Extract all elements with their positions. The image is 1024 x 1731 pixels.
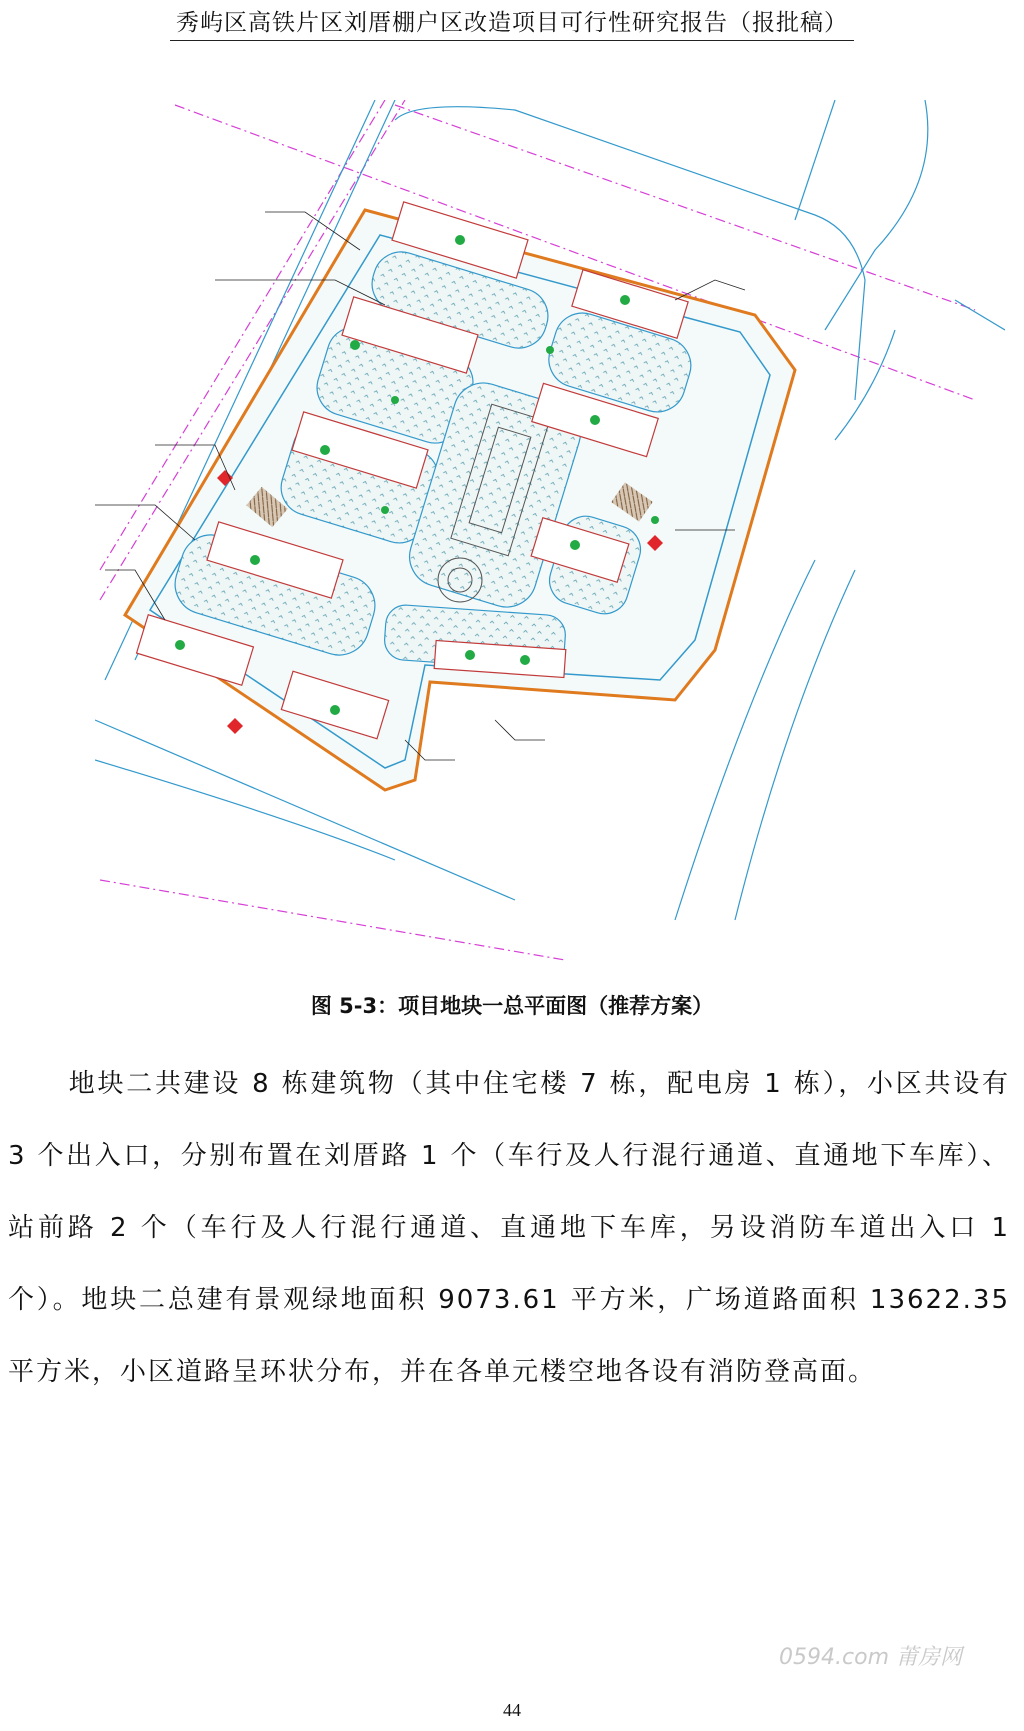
page-number: 44 <box>503 1700 521 1720</box>
paragraph-text: 地块二共建设 8 栋建筑物（其中住宅楼 7 栋，配电房 1 栋），小区共设有 3 个出入口，分别布置在刘厝路 1 个（车行及人行混行通道、直通地下车库）、站前路 2 个（车行及人行混行通道、直通地下车库，另设消防车道出入口 1 个）。地块二总建有景观绿地面积 9073.61 平方米，广场道路面积 13622.35 平方米，小区道路呈环状分布，并在各单元楼空地各设有消防登高面。 <box>8 1069 1010 1387</box>
report-title: 秀屿区高铁片区刘厝棚户区改造项目可行性研究报告（报批稿） <box>170 6 854 41</box>
site-plan-figure <box>95 100 1005 980</box>
body-paragraph <box>8 1048 1010 1408</box>
watermark: 0594.com 莆房网 <box>779 1645 962 1670</box>
figure-caption: 图 5-3：项目地块一总平面图（推荐方案） <box>310 994 714 1018</box>
page-header <box>0 0 1024 38</box>
site-plan-drawing <box>95 100 1005 980</box>
